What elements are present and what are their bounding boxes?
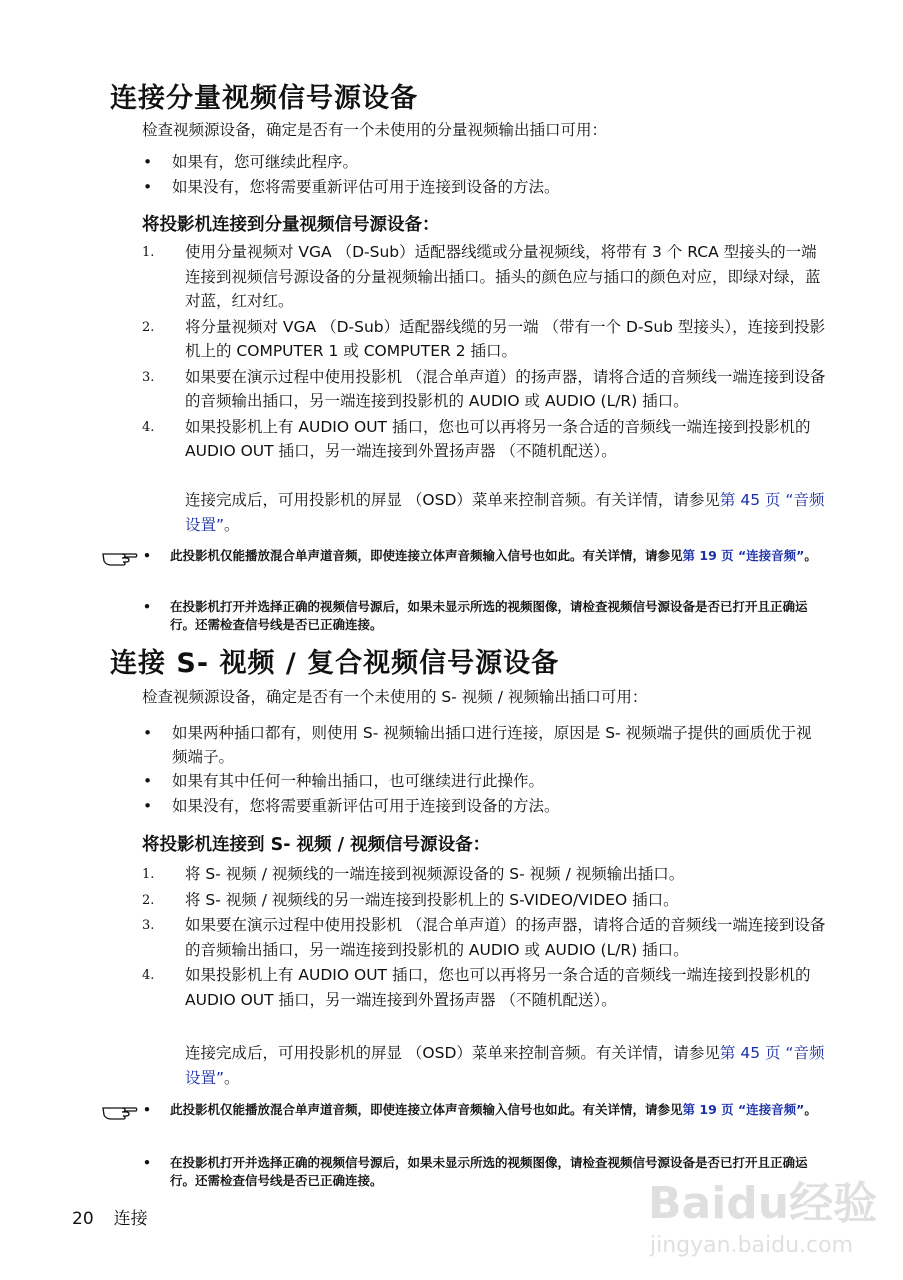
step-number: 4. xyxy=(142,419,155,435)
bullet-list-component xyxy=(0,151,560,200)
osd-reference-paragraph: 连接完成后，可用投影机的屏显 （OSD）菜单来控制音频。有关详情，请参见第 45 页 “音频设置”。 xyxy=(185,491,825,534)
connect-audio-link[interactable]: 第 19 页 “连接音频” xyxy=(682,548,805,563)
step-number: 1. xyxy=(142,245,155,260)
step-number: 2. xyxy=(142,892,155,908)
bullet-icon: • xyxy=(143,724,153,742)
list-item: • 如果有，您可继续此程序。 xyxy=(0,151,560,175)
list-item: 2. 将分量视频对 VGA （D-Sub）适配器线缆的另一端 （带有一个 D-Sub 型接头），连接到投影机上的 COMPUTER 1 或 COMPUTER 2 插口。 xyxy=(142,317,826,360)
bullet-icon: • xyxy=(143,153,153,171)
page-number: 20 xyxy=(72,1209,94,1229)
footer-section-label: 连接 xyxy=(113,1209,148,1229)
osd-reference-paragraph: 连接完成后，可用投影机的屏显 （OSD）菜单来控制音频。有关详情，请参见第 45 页 “音频设置”。 xyxy=(185,1044,825,1087)
baidu-jingyan-watermark xyxy=(640,1160,880,1270)
list-item: • 如果没有，您将需要重新评估可用于连接到设备的方法。 xyxy=(0,795,812,819)
list-item: 4. 如果投影机上有 AUDIO OUT 插口，您也可以再将另一条合适的音频线一端连接到投影机的 AUDIO OUT 插口，另一端连接到外置扬声器 （不随机配送）。 xyxy=(142,417,811,460)
step-number: 1. xyxy=(142,867,155,882)
list-item: 1. 将 S- 视频 / 视频线的一端连接到视频源设备的 S- 视频 / 视频输出插口。 xyxy=(0,862,830,887)
watermark-logo: Baidu经验 xyxy=(648,1178,878,1229)
bullet-icon: • xyxy=(143,772,153,790)
list-item: • 如果没有，您将需要重新评估可用于连接到设备的方法。 xyxy=(0,176,560,200)
bullet-icon: • xyxy=(143,599,151,614)
step-number: 3. xyxy=(142,918,155,933)
bullet-icon: • xyxy=(143,796,153,815)
bullet-icon: • xyxy=(143,1102,151,1117)
step-number: 4. xyxy=(142,968,155,983)
audio-settings-link[interactable]: 第 45 页 “音频设置” xyxy=(185,491,825,534)
list-item: 4. 如果投影机上有 AUDIO OUT 插口，您也可以再将另一条合适的音频线一端连接到投影机的 AUDIO OUT 插口，另一端连接到外置扬声器 （不随机配送）。 xyxy=(142,966,811,1009)
pointing-hand-icon xyxy=(102,548,138,566)
page-footer xyxy=(72,1207,148,1231)
list-item: • 如果有其中任何一种输出插口，也可继续进行此操作。 xyxy=(0,770,812,794)
step-number: 3. xyxy=(142,369,155,385)
list-item: 2. 将 S- 视频 / 视频线的另一端连接到投影机上的 S-VIDEO/VIDEO 插口。 xyxy=(0,888,830,913)
section-intro-component: 检查视频源设备，确定是否有一个未使用的 S- 视频 / 视频输出插口可用： xyxy=(142,688,648,706)
bullet-icon: • xyxy=(143,1155,151,1170)
steps-list-component xyxy=(0,862,830,1013)
bullet-icon: • xyxy=(143,548,151,563)
list-item: • 如果两种插口都有，则使用 S- 视频输出插口进行连接，原因是 S- 视频端子提供的画质优于视频端子。 xyxy=(143,724,812,766)
list-item: 3. 如果要在演示过程中使用投影机 （混合单声道）的扬声器，请将合适的音频线一端连接到设备的音频输出插口，另一端连接到投影机的 AUDIO 或 AUDIO (L/R) 插口。 xyxy=(142,916,826,959)
connect-audio-link[interactable]: 第 19 页 “连接音频” xyxy=(682,1102,805,1117)
manual-page: 连接分量视频信号源设备 检查视频源设备，确定是否有一个未使用的分量视频输出插口可用： • 如果有，您可继续此程序。 • 如果没有，您将需要重新评估可用于连接到设备的方法。 将投影机连接到分量视频信号源设备： 1. 使用分量视频对 VGA （D-Sub）适配器线缆或分量视频线，将带有 3 个 RCA 型接头的一端连接到视频信号源设备的分量视频输出插口。插头的颜色应与插口的颜色对应，即绿对绿，蓝对蓝，红对红。 2. 将分量视频对 VGA （D-Sub）适配器线缆的另一端 （带有一个 D-Sub 型接头），连接到投影机上的 COMPUTER 1 或 COMPUTER 2 插口。 3. 如果要在演示过程中使用投影机 （混合单声道）的扬声器，请将合适的音频线一端连接到设备的音频输出插口，另一端连接到投影机的 AUDIO 或 AUDIO (L/R) 插口。 4. 如果投影机上有 AUDIO OUT 插口，您也可以再将另一条合适的音频线一端连接到投影机的 AUDIO OUT 插口，另一端连接到外置扬声器 （不随机配送）。 连接完成后，可用投影机的屏显 （OSD）菜单来控制音频。有关详情，请参见第 45 页 “音频设置”。 • 此投影机仅能播放混合单声道音频，即使连接立体声音频输入信号也如此。有关详情，请参见第 19 页 “连接音频”。 • 在投影机打开并选择正确的视频信号源后，如果未显示所选的视频图像，请检查视频信号源设备是否已打开且正确运行。还需检查信号线是否已正确连接。 连接 S- 视频 / 复合视频信号源设备 检查视频源设备，确定是否有一个未使用的 S- 视频 / 视频输出插口可用： • 如果两种插口都有，则使用 S- 视频输出插口进行连接，原因是 S- 视频端子提供的画质优于视频端子。 • 如果有其中任何一种输出插口，也可继续进行此操作。 • 如果没有，您将需要重新评估可用于连接到设备的方法。 将投影机连接到 S- 视频 / 视频信号源设备： 1. 将 S- 视频 / 视频线的一端连接到视频源设备的 S- 视频 / 视频输出插口。 2. 将 S- 视频 / 视频线的另一端连接到投影机上的 S-VIDEO/VIDEO 插口。 3. 如果要在演示过程中使用投影机 （混合单声道）的扬声器，请将合适的音频线一端连接到设备的音频输出插口，另一端连接到投影机的 AUDIO 或 AUDIO (L/R) 插口。 4. 如果投影机上有 AUDIO OUT 插口，您也可以再将另一条合适的音频线一端连接到投影机的 AUDIO OUT 插口，另一端连接到外置扬声器 （不随机配送）。 连接完成后，可用投影机的屏显 （OSD）菜单来控制音频。有关详情，请参见第 45 页 “音频设置”。 • 此投影机仅能播放混合单声道音频，即使连接立体声音频输入信号也如此。有关详情，请参见第 19 页 “连接音频”。 • 在投影机打开并选择正确的视频信号源后，如果未显示所选的视频图像，请检查视频信号源设备是否已打开且正确运行。还需检查信号线是否已正确连接。 20 连接 Baidu经验 jingyan.baidu.com xyxy=(0,0,903,1280)
subsection-title-component: 将投影机连接到 S- 视频 / 视频信号源设备： xyxy=(142,835,491,855)
section-intro-component: 检查视频源设备，确定是否有一个未使用的分量视频输出插口可用： xyxy=(142,121,608,139)
list-item: 1. 使用分量视频对 VGA （D-Sub）适配器线缆或分量视频线，将带有 3 个 RCA 型接头的一端连接到视频信号源设备的分量视频输出插口。插头的颜色应与插口的颜色对应，即绿对绿，蓝对蓝，红对红。 xyxy=(142,243,821,310)
watermark-url: jingyan.baidu.com xyxy=(650,1233,854,1258)
audio-settings-link[interactable]: 第 45 页 “音频设置” xyxy=(185,1044,825,1087)
section-title-component: 连接 S- 视频 / 复合视频信号源设备 xyxy=(110,648,560,679)
section-title-component: 连接分量视频信号源设备 xyxy=(110,83,418,114)
bullet-list-component xyxy=(0,722,812,819)
pointing-hand-icon xyxy=(102,1102,138,1120)
list-item: 3. 如果要在演示过程中使用投影机 （混合单声道）的扬声器，请将合适的音频线一端连接到设备的音频输出插口，另一端连接到投影机的 AUDIO 或 AUDIO (L/R) 插口。 xyxy=(142,367,826,410)
steps-list-component xyxy=(0,240,830,465)
bullet-icon: • xyxy=(143,177,153,196)
subsection-title-component: 将投影机连接到分量视频信号源设备： xyxy=(142,215,440,235)
step-number: 2. xyxy=(142,319,155,335)
